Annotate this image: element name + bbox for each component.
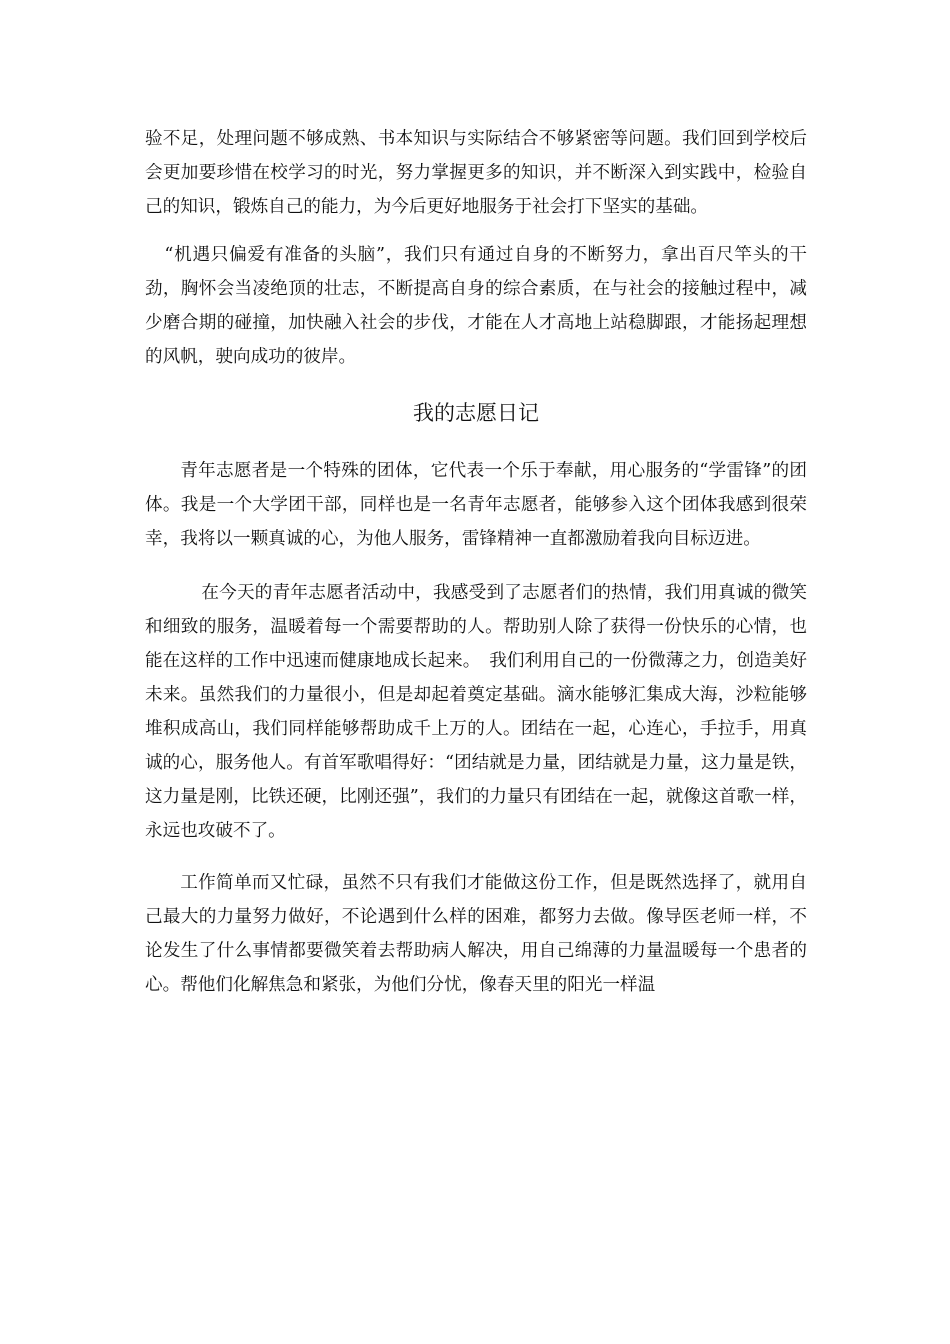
section-title: 我的志愿日记 (413, 401, 539, 425)
paragraph-2: “机遇只偏爱有准备的头脑”，我们只有通过自身的不断努力，拿出百尺竿头的干劲，胸怀会当凌绝顶的壮志，不断提高自身的综合素质，在与社会的接触过程中，减少磨合期的碰撞，加快融入社会的步伐，才能在人才高地上站稳脚跟，才能扬起理想的风帆，驶向成功的彼岸。 (145, 245, 807, 367)
paragraph-5: 工作简单而又忙碌，虽然不只有我们才能做这份工作，但是既然选择了，就用自己最大的力量努力做好，不论遇到什么样的困难，都努力去做。像导医老师一样，不论发生了什么事情都要微笑着去帮助病人解决，用自己绵薄的力量温暖每一个患者的心。帮他们化解焦急和紧张，为他们分忧，像春天里的阳光一样温 (145, 873, 807, 995)
paragraph-1: 验不足，处理问题不够成熟、书本知识与实际结合不够紧密等问题。我们回到学校后会更加要珍惜在校学习的时光，努力掌握更多的知识，并不断深入到实践中，检验自己的知识，锻炼自己的能力，为今后更好地服务于社会打下坚实的基础。 (145, 129, 807, 217)
document-body (145, 122, 807, 1002)
paragraph-3: 青年志愿者是一个特殊的团体，它代表一个乐于奉献，用心服务的“学雷锋”的团体。我是一个大学团干部，同样也是一名青年志愿者，能够参入这个团体我感到很荣幸，我将以一颗真诚的心，为他人服务，雷锋精神一直都激励着我向目标迈进。 (145, 461, 807, 549)
paragraph-4: 在今天的青年志愿者活动中，我感受到了志愿者们的热情，我们用真诚的微笑和细致的服务，温暖着每一个需要帮助的人。帮助别人除了获得一份快乐的心情，也能在这样的工作中迅速而健康地成长起来。 我们利用自己的一份微薄之力，创造美好未来。虽然我们的力量很小，但是却起着奠定基础。滴水能够汇集成大海，沙粒能够堆积成高山，我们同样能够帮助成千上万的人。团结在一起，心连心，手拉手，用真诚的心，服务他人。有首军歌唱得好：“团结就是力量，团结就是力量，这力量是铁，这力量是刚，比铁还硬，比刚还强”，我们的力量只有团结在一起，就像这首歌一样，永远也攻破不了。 (145, 583, 807, 841)
